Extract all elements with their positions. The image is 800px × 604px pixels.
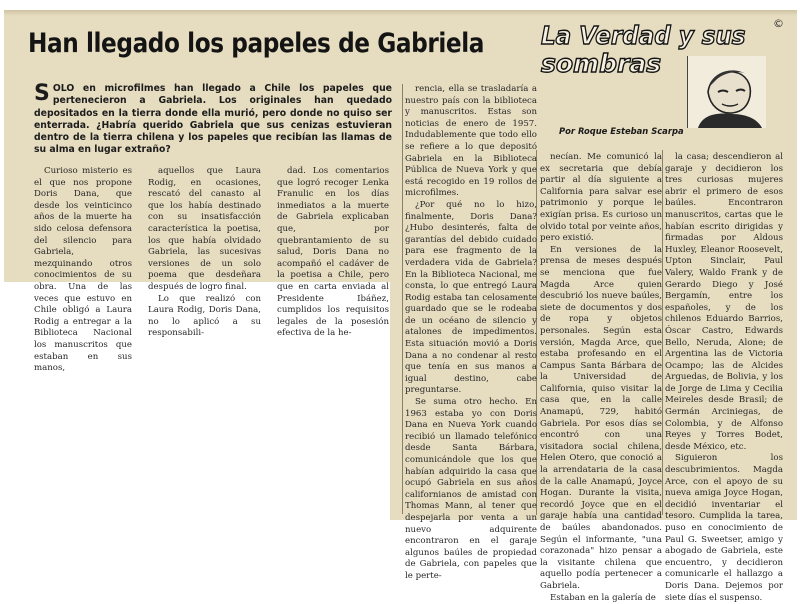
author-portrait-drawing <box>688 56 766 128</box>
article-paragraph: Curioso misterio es el que nos propone Doris Dana, que desde los veinticinco años de la muerte ha sido celosa defensora del silencio para Gabriela, mezquinando otros conocimientos de su obra. Una de las veces que estuvo en Chile obligó a Laura Rodig a entregar a la Biblioteca Nacional los manuscritos que estaban en sus manos, <box>34 166 132 374</box>
article-column-5 <box>540 152 662 604</box>
column-header <box>541 20 759 140</box>
column-divider <box>662 150 663 515</box>
article-column-2 <box>148 166 261 340</box>
lede-text: OLO en microfilmes han llegado a Chile los papeles que pertenecieron a Gabriela. Los originales han quedado depositados en la tierra donde ella murió, pero donde no quiso ser enterrada. ¿Habría querido Gabriela que sus cenizas estuvieran dentro de la tierra chilena y los papeles que recibían las llamas de su alma en lugar extraño? <box>34 83 392 156</box>
column-divider <box>402 84 403 514</box>
archive-stamp: © <box>773 17 784 30</box>
article-paragraph: rencia, ella se trasladaría a nuestro país con la biblioteca y manuscritos. Estas son noticias de enero de 1957. Indudablemente que todo ello se refiere a lo que depositó Gabriela en la Biblioteca Pública de Nueva York y que está recogido en 19 rollos de microfilmes. <box>405 84 537 199</box>
column-title-line-2: sombras <box>541 49 662 78</box>
article-paragraph: Lo que realizó con Laura Rodig, Doris Dana, no lo aplicó a su responsabili- <box>148 293 261 339</box>
article-column-3 <box>277 166 389 340</box>
article-paragraph: Siguieron los descubrimientos. Magda Arce, con el apoyo de su nueva amiga Joyce Hogan, decidió inventariar el tesoro. Cumplida la tarea, puso en conocimiento de Paul G. Sweetser, amigo y abogado de Gabriela, este encuentro, y decidieron comunicarle el hallazgo a Doris Dana. Dejemos por siete días el suspenso. <box>665 453 783 603</box>
article-paragraph: ¿Por qué no lo hizo, finalmente, Doris Dana? ¿Hubo desinterés, falta de garantías del debido cuidado para ese fragmento de la verdadera vida de Gabriela? En la Biblioteca Nacional, me consta, lo que entregó Laura Rodig estaba tan celosamente guardado que se le rodeaba de un océano de silencio y atalones de impedimentos. Esta situación movió a Doris Dana a no condenar al resto que tenía en sus manos a igual destino, cabe preguntarse. <box>405 199 537 396</box>
article-paragraph: Se suma otro hecho. En 1963 estaba yo con Doris Dana en Nueva York cuando recibió un llamado telefónico desde Santa Bárbara, comunicándole que los que habían adquirido la casa que ocupó Gabriela en sus años californianos de amistad con Thomas Mann, al tener que despejarla por venta a un nuevo adquirente encontraron en el garaje algunos baúles de propiedad de Gabriela, con papeles que le perte- <box>405 397 537 581</box>
article-column-4 <box>405 84 537 583</box>
article-column-1 <box>34 166 132 375</box>
article-column-6 <box>665 152 783 604</box>
clipping-shadow <box>4 10 797 16</box>
article-paragraph: necían. Me comunicó la ex secretaria que debía partir al día siguiente a California para salvar ese patrimonio y porque le exigían prisa. Es curioso un olvido total por veinte años, pero existió. <box>540 152 662 244</box>
article-paragraph: la casa; descendieron al garaje y decidieron los tres curiosas mujeres abrir el primero de esos baúles. Encontraron manuscritos, cartas que le habían escrito dirigidas y firmadas por Aldous Huxley, Eleanor Roosevelt, Upton Sinclair, Paul Valery, Waldo Frank y de Gerardo Diego y José Bergamín, entre los españoles, y de los chilenos Eduardo Barrios, Óscar Castro, Edwards Bello, Neruda, Alone; de Argentina las de Victoria Ocampo; las de Alcides Arguedas, de Bolivia, y los de Jorge de Lima y Cecilia Meireles desde Brasil; de Germán Arciniegas, de Colombia, y de Alfonso Reyes y Torres Bodet, desde México, etc. <box>665 152 783 452</box>
article-paragraph: Estaban en la galería de <box>550 592 656 603</box>
column-byline: Por Roque Esteban Scarpa <box>559 126 684 136</box>
drop-cap: S <box>34 81 50 106</box>
article-paragraph: dad. Los comentarios que logró recoger Lenka Franulic en los días inmediatos a la muerte de Gabriela explicaban que, por quebrantamiento de su salud, Doris Dana no acompañó el cadáver de la poetisa a Chile, pero que en carta enviada al Presidente Ibáñez, cumplidos los requisitos legales de la posesión efectiva de la he- <box>277 166 389 339</box>
article-headline: Han llegado los papeles de Gabriela <box>28 28 484 59</box>
article-paragraph: aquellos que Laura Rodig, en ocasiones, rescató del canasto al que los había destinado con su insatisfacción característica la poetisa, los que había olvidado Gabriela, las sucesivas versiones de un solo poema que desdeñara después de logro final. <box>148 166 261 292</box>
article-paragraph: En versiones de la prensa de meses después se menciona que fue Magda Arce quien descubrió los nueve baúles, siete de documentos y dos de ropa y objetos personales. Según esta versión, Magda Arce, que estaba profesando en el Campus Santa Bárbara de la Universidad de California, quiso visitar la casa que, en la calle Anamapú, 729, habitó Gabriela. Por esos días se encontró con una visitadora social chilena, Helen Otero, que conoció a la arrendataria de la casa de la calle Anamapú, Joyce Hogan. Durante la visita, recordó Joyce que en el garaje había una cantidad de baúles abandonados. Según el informante, "una corazonada" hizo pensar a la visitante chilena que aquello podía pertenecer a Gabriela. <box>540 244 662 591</box>
author-portrait <box>687 56 766 128</box>
article-lede <box>34 83 392 157</box>
column-title-line-1: La Verdad y sus <box>541 21 746 50</box>
